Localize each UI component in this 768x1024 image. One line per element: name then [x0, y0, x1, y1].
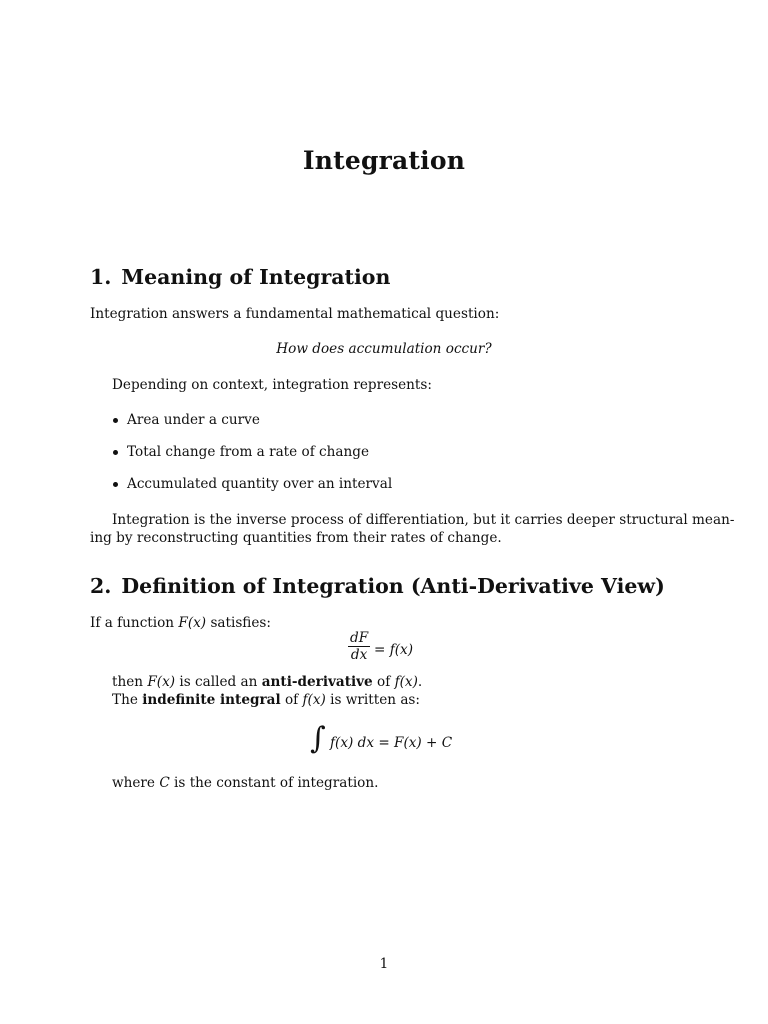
- where-text: where: [112, 775, 155, 791]
- section-1-heading: [90, 265, 730, 289]
- equation-rhs: = f(x): [374, 642, 414, 658]
- section-2-the-line: [112, 691, 420, 709]
- page-number: 1: [379, 956, 389, 972]
- derivative-fraction: [348, 630, 370, 663]
- section-1-question: How does accumulation occur?: [276, 341, 492, 357]
- bullet-icon: [113, 450, 118, 455]
- then-of: of: [377, 674, 391, 690]
- bullet-icon: [113, 418, 118, 423]
- list-item: Total change from a rate of change: [127, 444, 370, 460]
- constant-c: C: [159, 775, 170, 791]
- section-2-number: 2.: [90, 574, 112, 598]
- if-function: F(x): [178, 615, 207, 631]
- if-tail: satisfies:: [210, 615, 271, 631]
- integral-body: f(x) dx = F(x) + C: [330, 735, 453, 751]
- integral-equation: [330, 734, 452, 752]
- section-1-title: Meaning of Integration: [121, 265, 391, 289]
- section-2-then-line: [112, 673, 422, 691]
- the-fx: f(x): [302, 692, 326, 708]
- the-tail: is written as:: [330, 692, 420, 708]
- fraction-numerator: dF: [350, 630, 369, 646]
- then-fx: f(x): [394, 674, 418, 690]
- list-item: Area under a curve: [127, 412, 260, 428]
- section-2-where-line: [112, 774, 378, 792]
- indefinite-integral-term: indefinite integral: [142, 692, 281, 708]
- bullet-icon: [113, 482, 118, 487]
- list-item: Accumulated quantity over an interval: [127, 476, 393, 492]
- section-1-closing-line-2: ing by reconstructing quantities from their rates of change.: [90, 530, 502, 546]
- section-2-if-line: [90, 614, 271, 632]
- section-1-number: 1.: [90, 265, 112, 289]
- the-of: of: [284, 692, 299, 708]
- then-text: then: [112, 674, 144, 690]
- anti-derivative-term: anti-derivative: [261, 674, 373, 690]
- where-tail: is the constant of integration.: [174, 775, 379, 791]
- section-2-title: Definition of Integration (Anti-Derivative View): [121, 574, 665, 598]
- section-1-closing-line-1: Integration is the inverse process of differentiation, but it carries deeper structural mean-: [112, 512, 735, 528]
- then-mid: is called an: [179, 674, 258, 690]
- then-function: F(x): [147, 674, 176, 690]
- section-2-heading: [90, 574, 730, 598]
- derivative-equation-rhs: [374, 641, 413, 659]
- integral-sign-icon: ∫: [310, 721, 326, 756]
- section-1-context-intro: Depending on context, integration represents:: [112, 377, 432, 393]
- the-text: The: [112, 692, 138, 708]
- document-title: Integration: [302, 146, 466, 175]
- section-1-intro: Integration answers a fundamental mathematical question:: [90, 306, 500, 322]
- then-end: .: [417, 674, 423, 690]
- fraction-denominator: dx: [350, 647, 368, 663]
- if-text: If a function: [90, 615, 175, 631]
